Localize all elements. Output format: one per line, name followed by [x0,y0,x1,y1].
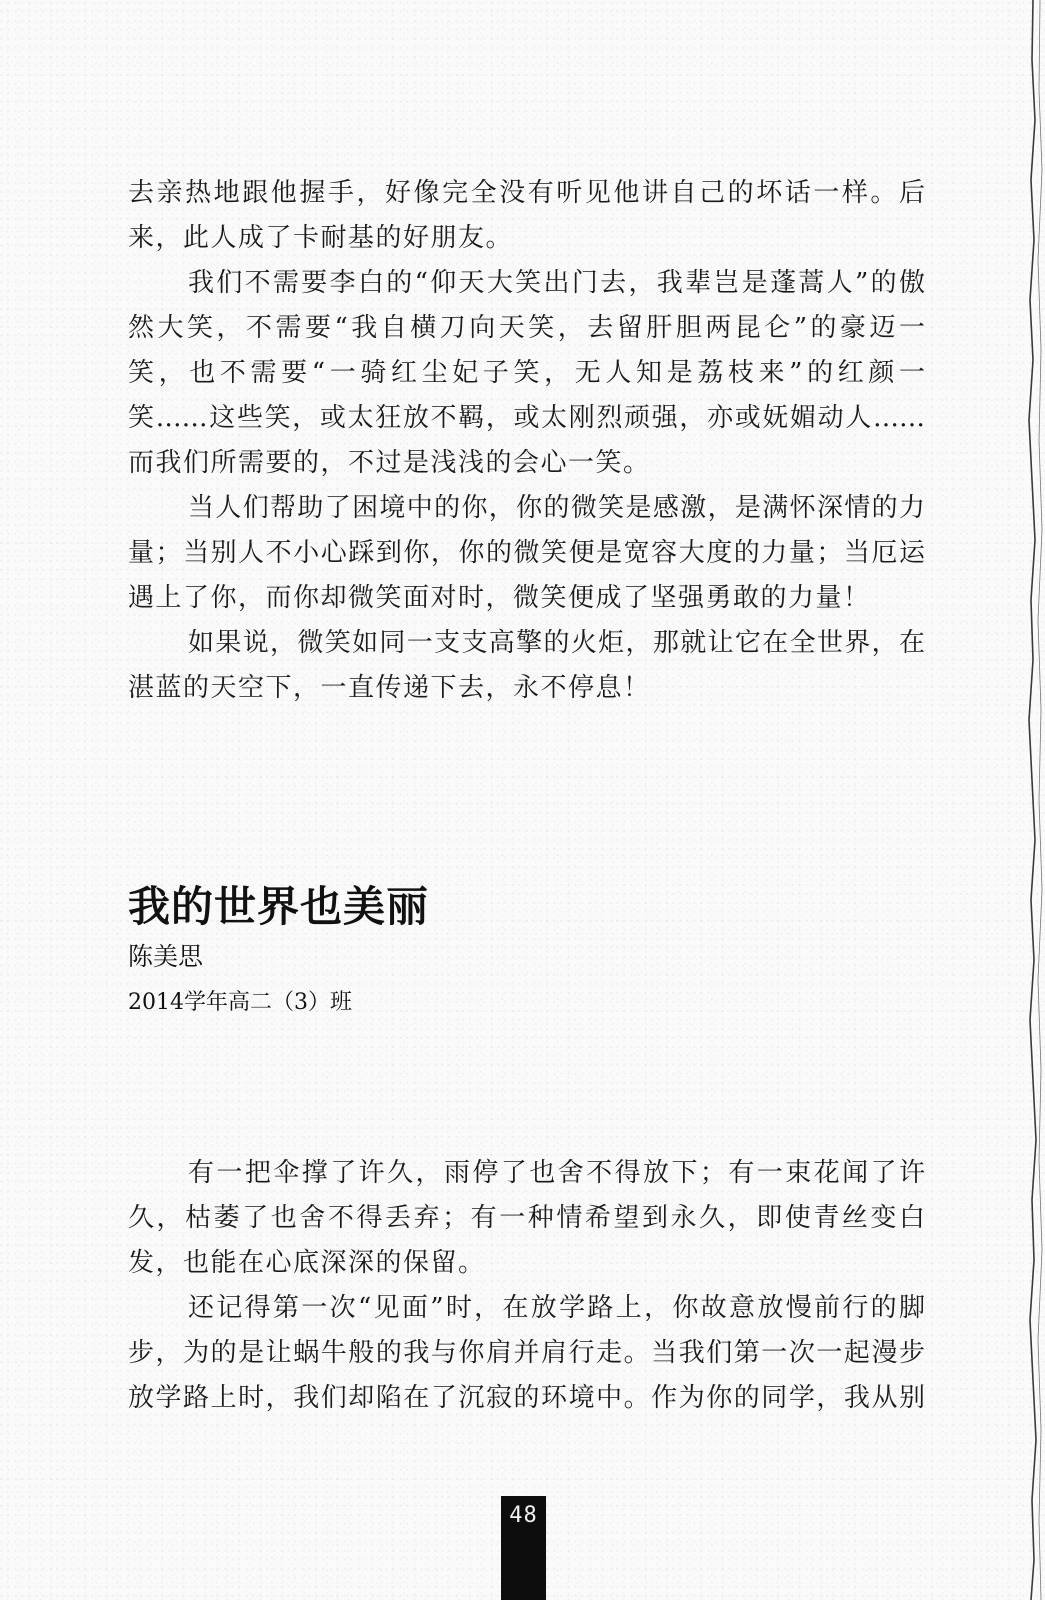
article-class: 2014学年高二（3）班 [128,990,352,1015]
text-line: 量；当别人不小心踩到你，你的微笑便是宽容大度的力量；当厄运 [128,538,925,568]
page-number: 48 [501,1496,546,1600]
previous-article-body [128,171,925,711]
text-line: 湛蓝的天空下，一直传递下去，永不停息！ [128,673,651,703]
paragraph [128,171,925,261]
text-line: 来，此人成了卡耐基的好朋友。 [128,223,514,253]
text-line: 笑……这些笑，或太狂放不羁，或太刚烈顽强，亦或妩媚动人…… [128,403,925,433]
article-title: 我的世界也美丽 [128,882,430,931]
text-line: 笑，也不需要“一骑红尘妃子笑，无人知是荔枝来”的红颜一 [128,358,925,388]
paragraph [128,486,925,621]
text-line: 步，为的是让蜗牛般的我与你肩并肩行走。当我们第一次一起漫步 [128,1338,925,1368]
text-line: 遇上了你，而你却微笑面对时，微笑便成了坚强勇敢的力量！ [128,583,871,613]
text-line: 然大笑，不需要“我自横刀向天笑，去留肝胆两昆仑”的豪迈一 [128,313,925,343]
scan-edge [1015,0,1045,1600]
text-line: 还记得第一次“见面”时，在放学路上，你故意放慢前行的脚 [188,1293,925,1323]
article-author: 陈美思 [128,942,204,971]
text-line: 放学路上时，我们却陷在了沉寂的环境中。作为你的同学，我从别 [128,1383,925,1413]
article-body [128,1151,925,1421]
text-line: 如果说，微笑如同一支支高擎的火炬，那就让它在全世界，在 [188,628,925,658]
text-line: 有一把伞撑了许久，雨停了也舍不得放下；有一束花闻了许 [188,1158,925,1188]
text-line: 当人们帮助了困境中的你，你的微笑是感激，是满怀深情的力 [188,493,925,523]
text-line: 而我们所需要的，不过是浅浅的会心一笑。 [128,448,651,478]
text-line: 我们不需要李白的“仰天大笑出门去，我辈岂是蓬蒿人”的傲 [188,268,925,298]
paragraph [128,261,925,486]
text-line: 久，枯萎了也舍不得丢弃；有一种情希望到永久，即使青丝变白 [128,1203,925,1233]
paragraph [128,621,925,711]
text-line: 去亲热地跟他握手，好像完全没有听见他讲自己的坏话一样。后 [128,178,925,208]
text-line: 发，也能在心底深深的保留。 [128,1248,486,1278]
paragraph [128,1286,925,1421]
paragraph [128,1151,925,1286]
